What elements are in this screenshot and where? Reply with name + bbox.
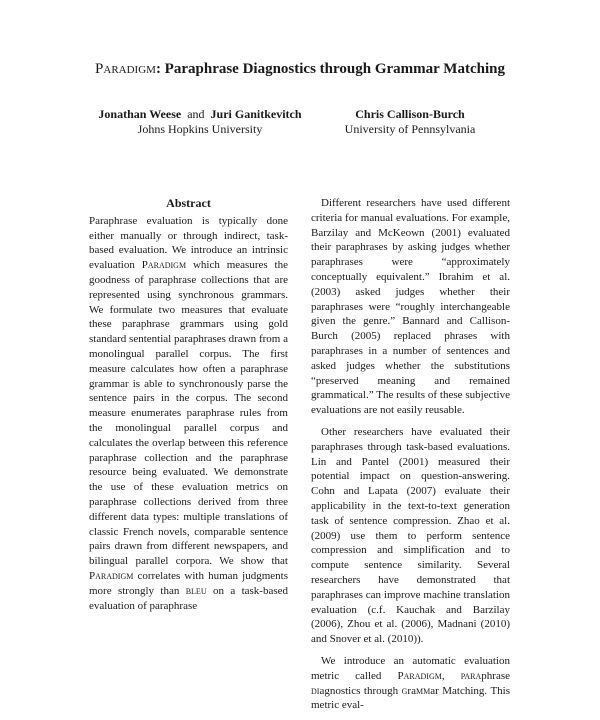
right-column <box>311 196 510 720</box>
body-paragraph: Different researchers have used different criteria for manual evaluations. For example, Barzilay and McKeown (2001) evaluated their paraphrases by asking judges whether paraphrases were “approximately conceptually equivalent.” Ibrahim et al. (2003) asked judges whether their paraphrases were “roughly interchangeable given the genre.” Bannard and Callison-Burch (2005) replaced phrases with paraphrases in a number of sentences and asked judges whether the substitutions “preserved meaning and remained grammatical.” The results of these subjective evaluations are not easily reusable. <box>311 197 510 417</box>
author-name: Jonathan Weese <box>98 107 182 121</box>
author-name: Juri Ganitkevitch <box>210 107 302 121</box>
abstract-heading: Abstract <box>166 196 211 210</box>
body-paragraph: We introduce an automatic evaluation metric called Paradigm, paraphrase diagnostics through grammar Matching. This metric eval- <box>311 654 511 712</box>
author-name: Chris Callison-Burch <box>355 107 465 121</box>
author-affiliation: University of Pennsylvania <box>344 122 476 136</box>
author-block-upenn <box>320 107 500 137</box>
author-joiner: and <box>187 107 205 121</box>
title-system-name: Paradigm <box>95 61 156 77</box>
body-paragraph: Other researchers have evaluated their paraphrases through task-based evaluations. Lin and Pantel (2001) measured their potential impact on question-answering. Cohn and Lapata (2007) evaluate their applicability in the text-to-text generation task of sentence compression. Zhao et al. (2009) use them to perform sentence compression and simplification and to compute sentence similarity. Several researchers have demonstrated that paraphrases can improve machine translation evaluation (c.f. Kauchak and Barzilay (2006), Zhou et al. (2006), Madnani (2010) and Snover et al. (2010)). <box>311 425 510 646</box>
paper-title <box>0 60 600 78</box>
author-affiliation: Johns Hopkins University <box>137 122 263 136</box>
title-rest: : Paraphrase Diagnostics through Grammar Matching <box>155 61 505 77</box>
author-block-jhu <box>80 107 320 137</box>
author-names <box>80 107 320 122</box>
left-column <box>89 196 288 620</box>
abstract-text: Paraphrase evaluation is typically done either manually or through indirect, task-based evaluation. We introduce an intrinsic evaluation Paradigm which measures the goodness of paraphrase collections that are represented using synchronous grammars. We formulate two measures that evaluate these paraphrase grammars using gold standard sentential paraphrases drawn from a monolingual parallel corpus. The first measure calculates how often a paraphrase grammar is able to synchronously parse the sentence pairs in the corpus. The second measure enumerates paraphrase rules from the monolingual parallel corpus and calculates the overlap between this reference paraphrase collection and the paraphrase resource being evaluated. We demonstrate the use of these evaluation metrics on paraphrase collections derived from three different data types: multiple translations of classic French novels, comparable sentence pairs drawn from different newspapers, and bilingual parallel corpora. We show that Paradigm correlates with human judgments more strongly than bleu on a task-based evaluation of paraphrase <box>89 214 288 612</box>
